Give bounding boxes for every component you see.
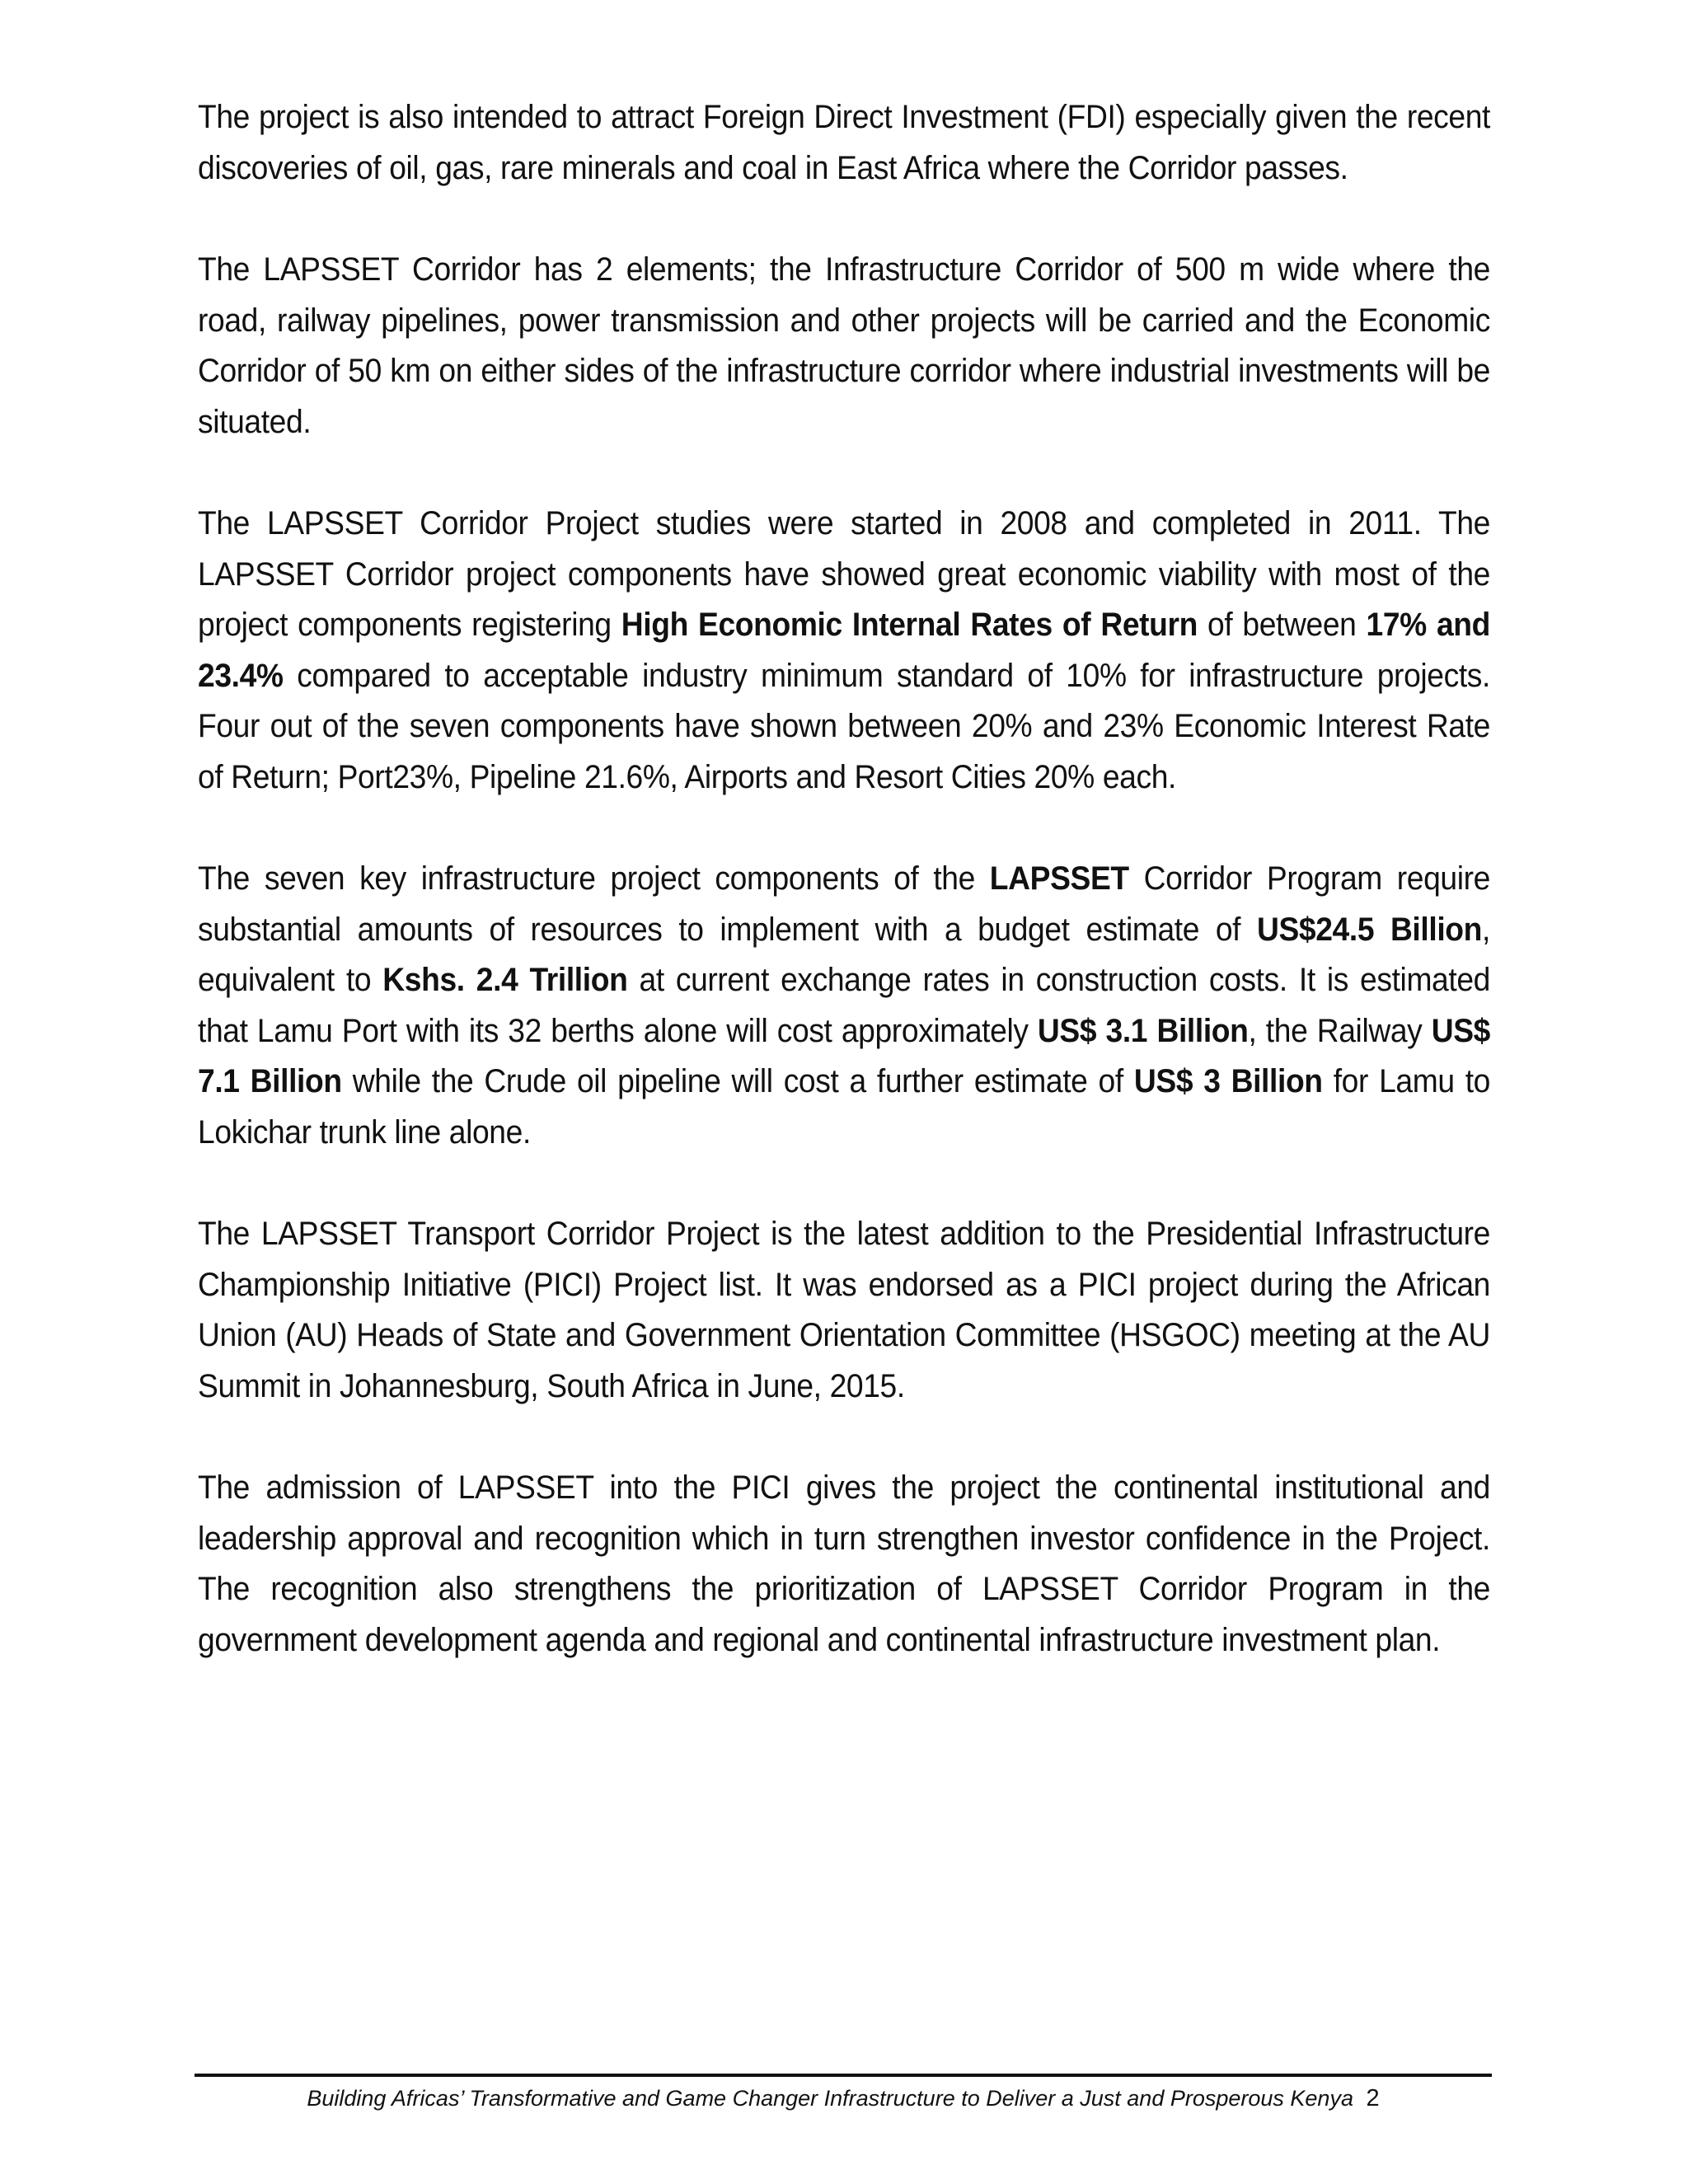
footer-text: Building Africas’ Transformative and Game Changer Infrastructure to Deliver a Just and Prosperous Kenya (307, 2086, 1353, 2111)
bold-text: 17% and 23.4% (198, 607, 1490, 694)
bold-text: US$ 7.1 Billion (198, 1012, 1490, 1099)
page-number: 2 (1366, 2085, 1380, 2111)
text-run: The LAPSSET Transport Corridor Project is the latest addition to the Presidential Infrastructure Championship Initiative (PICI) Project list. It was endorsed as a PICI project during the African Union (AU) Heads of State and Government Orientation Committee (HSGOC) meeting at the AU Summit in Johannesburg, South Africa in June, 2015. (198, 1216, 1490, 1404)
bold-text: US$ 3 Billion (1133, 1063, 1323, 1099)
bold-text: High Economic Internal Rates of Return (621, 607, 1198, 643)
paragraph-pici-admission (198, 1463, 1490, 1666)
text-run: while the Crude oil pipeline will cost a further estimate of (341, 1063, 1134, 1099)
text-run: at current exchange rates in construction costs. It is estimated that Lamu Port with its 32 berths alone will cost approximately (198, 962, 1490, 1049)
document-body (198, 92, 1490, 1717)
paragraph-project-studies (198, 499, 1490, 803)
text-run: The LAPSSET Corridor Project studies were started in 2008 and completed in 2011. The LAPSSET Corridor project components have showed great economic viability with most of the project components registering (198, 505, 1490, 643)
text-run: for Lamu to Lokichar trunk line alone. (198, 1063, 1490, 1151)
bold-text: LAPSSET (989, 860, 1129, 897)
text-run: , equivalent to (198, 911, 1490, 998)
paragraph-corridor-elements (198, 245, 1490, 448)
text-run: Corridor Program require substantial amounts of resources to implement with a budget estimate of (198, 860, 1490, 948)
footer-divider (195, 2074, 1492, 2077)
bold-text: Kshs. 2.4 Trillion (382, 962, 628, 998)
text-run: of between (1197, 607, 1367, 643)
text-run: , the Railway (1248, 1012, 1432, 1049)
bold-text: US$24.5 Billion (1256, 911, 1482, 948)
paragraph-budget-estimate (198, 854, 1490, 1158)
paragraph-fdi (198, 92, 1490, 194)
bold-text: US$ 3.1 Billion (1037, 1012, 1249, 1049)
text-run: The seven key infrastructure project components of the (198, 860, 990, 897)
text-run: The LAPSSET Corridor has 2 elements; the Infrastructure Corridor of 500 m wide where the road, railway pipelines, power transmission and other projects will be carried and the Economic Corridor of 50 km on either sides of the infrastructure corridor where industrial investments will be situated. (198, 251, 1490, 440)
page-footer (195, 2085, 1492, 2112)
text-run: The project is also intended to attract Foreign Direct Investment (FDI) especially given the recent discoveries of oil, gas, rare minerals and coal in East Africa where the Corridor passes. (198, 99, 1490, 186)
text-run: compared to acceptable industry minimum standard of 10% for infrastructure projects. Four out of the seven components have shown between 20% and 23% Economic Interest Rate of Return; Port23%, Pipeline 21.6%, Airports and Resort Cities 20% each. (198, 657, 1490, 795)
paragraph-pici-addition (198, 1209, 1490, 1412)
text-run: The admission of LAPSSET into the PICI gives the project the continental institutional and leadership approval and recognition which in turn strengthen investor confidence in the Project. The recognition also strengthens the prioritization of LAPSSET Corridor Program in the government development agenda and regional and continental infrastructure investment plan. (198, 1469, 1490, 1658)
